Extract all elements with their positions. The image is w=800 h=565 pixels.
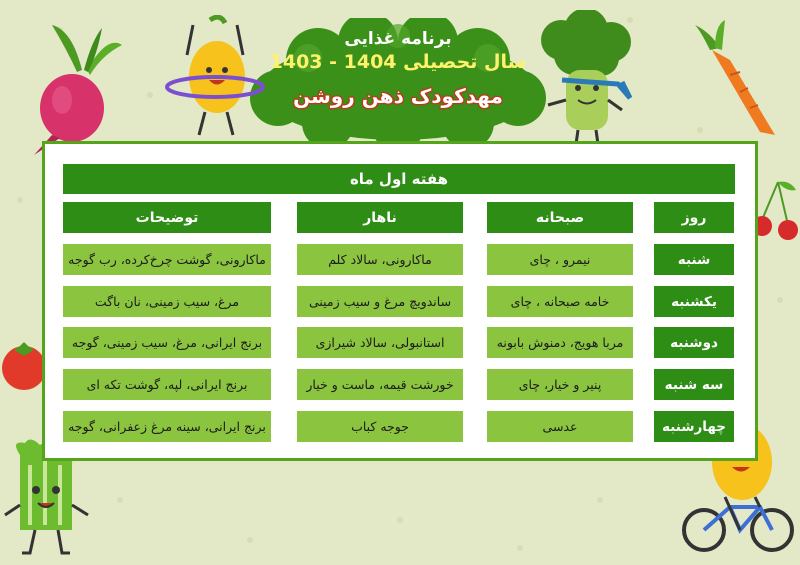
day-cell: یکشنبه: [654, 286, 734, 317]
mango-hoop-character: [165, 15, 265, 140]
notes-cell: برنج ایرانی، سینه مرغ زعفرانی، گوجه: [63, 411, 271, 442]
breakfast-cell: پنیر و خیار، چای: [487, 369, 633, 400]
notes-cell: ماکارونی، گوشت چرخ‌کرده، رب گوجه: [63, 244, 271, 275]
broccoli-character: [526, 10, 641, 145]
breakfast-cell: عدسی: [487, 411, 633, 442]
day-cell: شنبه: [654, 244, 734, 275]
day-cell: سه شنبه: [654, 369, 734, 400]
lunch-cell: ماکارونی، سالاد کلم: [297, 244, 463, 275]
notes-cell: برنج ایرانی، مرغ، سیب زمینی، گوجه: [63, 327, 271, 358]
column-header-notes: توضیحات: [63, 202, 271, 233]
header-line-1: برنامه غذایی: [344, 29, 452, 49]
breakfast-cell: خامه صبحانه ، چای: [487, 286, 633, 317]
lunch-cell: ساندویچ مرغ و سیب زمینی: [297, 286, 463, 317]
header-title: [248, 28, 548, 110]
column-header-lunch: ناهار: [297, 202, 463, 233]
carrot-illustration: [690, 20, 790, 140]
lunch-cell: استانبولی، سالاد شیرازی: [297, 327, 463, 358]
beet-illustration: [22, 20, 132, 155]
notes-cell: برنج ایرانی، لپه، گوشت تکه ای: [63, 369, 271, 400]
day-cell: چهارشنبه: [654, 411, 734, 442]
breakfast-cell: نیمرو ، چای: [487, 244, 633, 275]
column-header-day: روز: [654, 202, 734, 233]
notes-cell: مرغ، سیب زمینی، نان باگت: [63, 286, 271, 317]
column-header-breakfast: صبحانه: [487, 202, 633, 233]
lunch-cell: جوجه کباب: [297, 411, 463, 442]
header-line-3: مهدکودک ذهن روشن: [293, 84, 503, 108]
lunch-cell: خورشت قیمه، ماست و خیار: [297, 369, 463, 400]
week-title: هفته اول ماه: [63, 164, 735, 194]
breakfast-cell: مربا هویج، دمنوش بابونه: [487, 327, 633, 358]
header-line-2: سال تحصیلی 1404 - 1403: [269, 51, 527, 73]
day-cell: دوشنبه: [654, 327, 734, 358]
